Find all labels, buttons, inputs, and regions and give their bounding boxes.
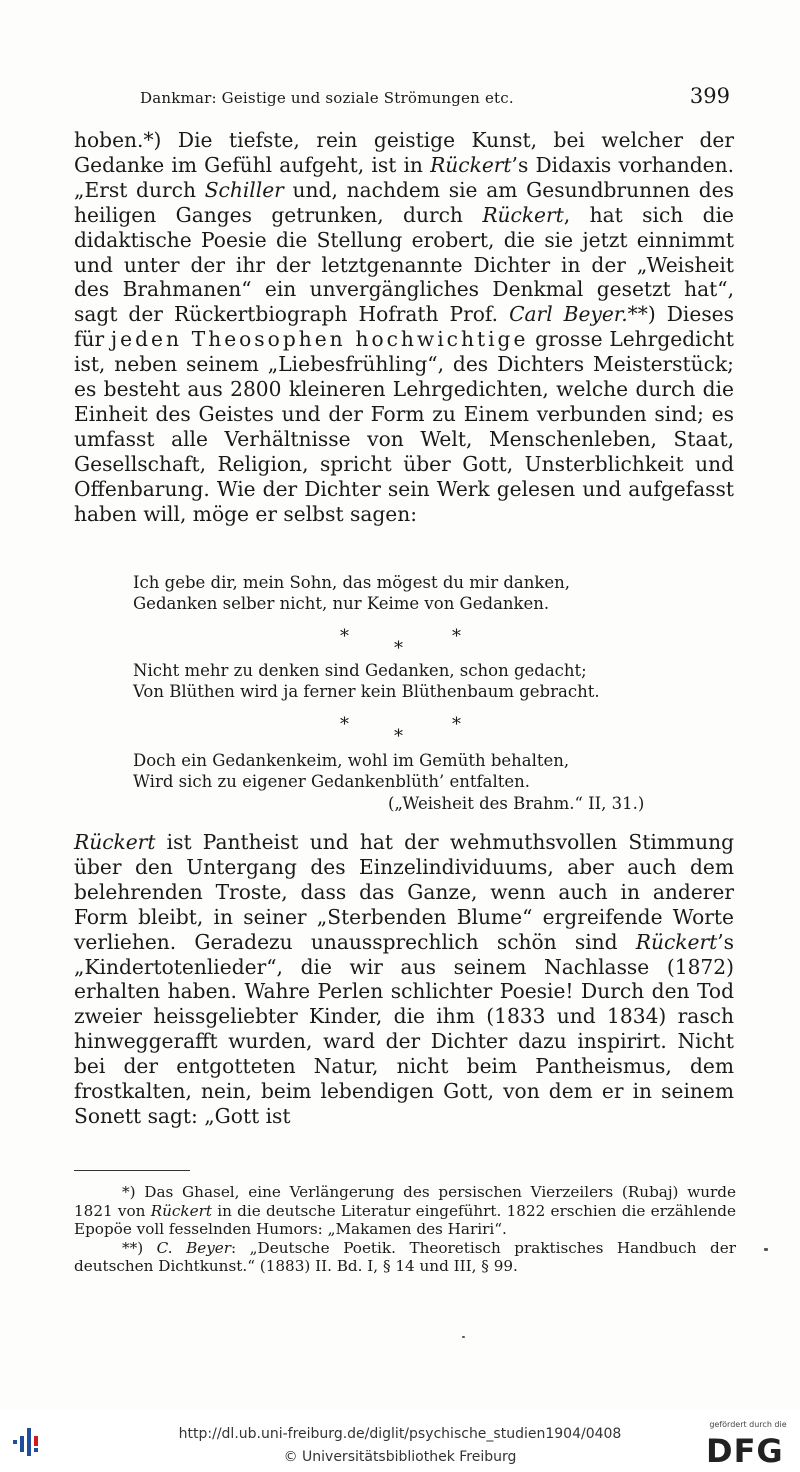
verse-2	[133, 660, 693, 702]
name-rueckert: Rückert	[482, 202, 564, 227]
dfg-funding-note: gefördert durch die	[709, 1420, 787, 1429]
permalink-url[interactable]: http://dl.ub.uni-freiburg.de/diglit/psychische_studien1904/0408	[178, 1426, 622, 1442]
star-mark: *	[340, 626, 349, 647]
copyright-notice: © Universitätsbibliothek Freiburg	[283, 1449, 517, 1465]
name-c-beyer: C. Beyer	[156, 1238, 232, 1257]
section-stars	[330, 626, 470, 659]
footnote-1: *) Das Ghasel, eine Verlängerung des persischen Vierzeilers (Rubaj) wurde 1821 von Rückert in die deutsche Literatur eingeführt. 1822 erschien die erzählende Epopöe voll fesselnden Humors: „Makamen des Hariri“.	[74, 1183, 737, 1239]
dfg-funding-badge	[704, 1420, 792, 1468]
paragraph-2: Rückert ist Pantheist und hat der wehmuthsvollen Stimmung über den Untergang des Einzelindividuums, aber auch dem belehrenden Troste, dass das Ganze, wenn auch in anderer Form bleibt, in seiner „Sterbenden Blume“ ergreifende Worte verliehen. Geradezu unaussprechlich schön sind Rückert’s „Kindertotenlieder“, die wir aus seinem Nachlasse (1872) erhalten haben. Wahre Perlen schlichter Poesie! Durch den Tod zweier heissgeliebter Kinder, die ihm (1833 und 1834) rasch hinweggerafft wurden, ward der Dichter dazu inspirirt. Nicht bei der entgotteten Natur, nicht beim Pantheismus, dem frostkalten, nein, beim lebendigen Gott, von dem er in seinem Sonett sagt: „Gott ist	[74, 830, 734, 1128]
dfg-logo: DFG	[706, 1432, 784, 1470]
name-rueckert: Rückert	[430, 152, 512, 177]
star-mark: *	[452, 714, 461, 735]
main-text-part-2	[74, 830, 734, 1129]
verse-line: Nicht mehr zu denken sind Gedanken, schon gedacht;	[133, 661, 587, 680]
star-mark: *	[452, 626, 461, 647]
page-number: 399	[689, 84, 730, 108]
name-rueckert: Rückert	[150, 1201, 212, 1220]
verse-line: Gedanken selber nicht, nur Keime von Gedanken.	[133, 594, 550, 613]
verse-line: Von Blüthen wird ja ferner kein Blüthenbaum gebracht.	[133, 682, 600, 701]
scan-speck	[764, 1248, 768, 1251]
verse-citation: („Weisheit des Brahm.“ II, 31.)	[388, 794, 645, 813]
verse-line: Doch ein Gedankenkeim, wohl im Gemüth behalten,	[133, 751, 570, 770]
running-title: Dankmar: Geistige und soziale Strömungen etc.	[140, 89, 514, 107]
footnote-2: **) C. Beyer: „Deutsche Poetik. Theoretisch praktisches Handbuch der deutschen Dichtkunst.“ (1883) II. Bd. I, § 14 und III, § 99.	[74, 1238, 736, 1276]
verse-line: Wird sich zu eigener Gedankenblüth’ entfalten.	[133, 772, 531, 791]
name-schiller: Schiller	[204, 177, 284, 202]
verse-line: Ich gebe dir, mein Sohn, das mögest du mir danken,	[133, 573, 570, 592]
star-mark: *	[340, 714, 349, 735]
viewer-footer	[0, 1410, 800, 1472]
name-rueckert: Rückert	[635, 929, 718, 954]
name-rueckert: Rückert	[74, 830, 156, 854]
star-mark: *	[394, 638, 403, 659]
scan-speck	[462, 1336, 465, 1338]
section-stars	[330, 714, 470, 747]
verse-1	[133, 572, 693, 614]
name-carl-beyer: Carl Beyer.	[509, 302, 628, 327]
main-text-part-1	[74, 128, 734, 527]
verse-3	[133, 750, 693, 792]
page-header	[140, 84, 730, 108]
spaced-emphasis: jeden Theosophen hochwichtige	[110, 327, 529, 352]
footnotes	[74, 1183, 736, 1276]
paragraph-1: hoben.*) Die tiefste, rein geistige Kunst, bei welcher der Gedanke im Gefühl aufgeht, ist in Rückert’s Didaxis vorhanden. „Erst durch Schiller und, nachdem sie am Gesundbrunnen des heiligen Ganges getrunken, durch Rückert, hat sich die didaktische Poesie die Stellung erobert, die sie jetzt einnimmt und unter der ihr der letztgenannte Dichter in der „Weisheit des Brahmanen“ ein unvergängliches Denkmal gesetzt hat“, sagt der Rückertbiograph Hofrath Prof. Carl Beyer.**) Dieses für jeden Theosophen hochwichtige grosse Lehrgedicht ist, neben seinem „Liebesfrühling“, des Dichters Meisterstück; es besteht aus 2800 kleineren Lehrgedichten, welche durch die Einheit des Geistes und der Form zu Einem verbunden sind; es umfasst alle Verhältnisse von Welt, Menschenleben, Staat, Gesellschaft, Religion, spricht über Gott, Unsterblichkeit und Offenbarung. Wie der Dichter sein Werk gelesen und aufgefasst haben will, möge er selbst sagen:	[74, 128, 735, 526]
footnote-rule	[74, 1170, 190, 1171]
star-mark: *	[394, 726, 403, 747]
